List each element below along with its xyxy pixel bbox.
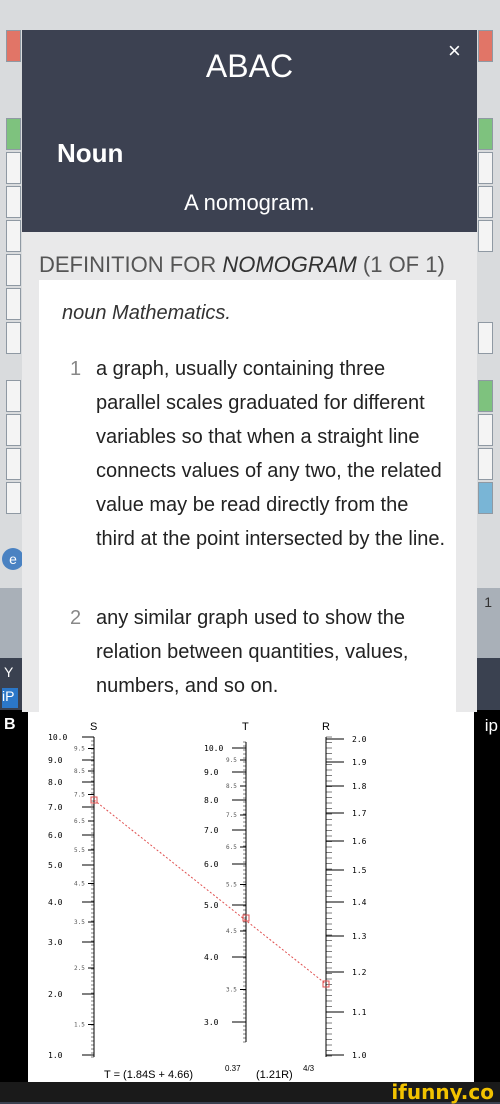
definition-category: noun Mathematics.: [62, 302, 231, 324]
scale-s-tick-label: 10.0: [48, 733, 68, 742]
definition-word: NOMOGRAM: [222, 252, 357, 277]
board-tile: [478, 380, 493, 412]
scale-s-tick-label: 3.0: [48, 938, 63, 947]
board-tile: [6, 220, 21, 252]
player-badge: e: [2, 548, 24, 570]
board-tile: [6, 152, 21, 184]
sense-text: a graph, usually containing three parallel scales graduated for different variables so that when a straight line connects values of any two, the related value may be read directly from the third at the point intersected by the line.: [96, 358, 446, 550]
board-tile: [478, 482, 493, 514]
close-button[interactable]: ×: [448, 38, 461, 63]
scale-r-tick-label: 1.1: [352, 1008, 367, 1017]
scale-s-tick-label: 4.0: [48, 898, 63, 907]
scale-t-minor-label: 9.5: [226, 757, 237, 764]
scale-t-minor-label: 8.5: [226, 783, 237, 790]
bottom-text: ip: [484, 716, 498, 735]
board-tile: [478, 322, 493, 354]
formula-exponent: 0.37: [225, 1064, 241, 1073]
sense-number: 2: [70, 607, 82, 629]
part-of-speech: Noun: [57, 138, 124, 168]
board-tile: [6, 482, 21, 514]
scale-t-minor-label: 3.5: [226, 986, 237, 994]
scale-s-minor-label: 8.5: [74, 768, 85, 775]
nomogram-graph: [28, 712, 474, 1082]
board-tile: [478, 414, 493, 446]
formula-exponent: 4/3: [303, 1064, 315, 1073]
short-definition: A nomogram.: [184, 190, 315, 215]
scale-s-minor-label: 7.5: [74, 791, 85, 799]
scale-t-tick-label: 4.0: [204, 953, 219, 962]
scale-r-tick-label: 1.7: [352, 809, 367, 818]
scale-t-tick-label: 8.0: [204, 796, 219, 805]
definition-header: DEFINITION FOR NOMOGRAM (1 OF 1): [39, 252, 445, 277]
board-tile: [6, 254, 21, 286]
board-tile: [6, 448, 21, 480]
scale-r-tick-label: 2.0: [352, 735, 367, 744]
scale-t-tick-label: 7.0: [204, 826, 219, 835]
board-tile: [478, 118, 493, 150]
scale-r-tick-label: 1.3: [352, 932, 367, 941]
scale-r-tick-label: 1.6: [352, 837, 367, 846]
scale-t-minor-label: 6.5: [226, 844, 237, 851]
scale-t-minor-label: 4.5: [226, 928, 237, 935]
bottom-text: iP: [2, 688, 18, 708]
scale-s-minor-label: 1.5: [74, 1021, 85, 1029]
scale-t-minor-label: 7.5: [226, 812, 237, 819]
board-tile: [6, 322, 21, 354]
scale-t-tick-label: 9.0: [204, 768, 219, 777]
modal-title: ABAC: [205, 48, 294, 84]
board-tile: [6, 30, 21, 62]
scale-s-minor-label: 4.5: [74, 880, 85, 888]
board-tile: [6, 288, 21, 320]
scale-t-tick-label: 6.0: [204, 860, 219, 869]
board-tile: [478, 186, 493, 218]
scale-r-tick-label: 1.2: [352, 968, 367, 977]
formula-text: T = (1.84S + 4.66): [104, 1069, 194, 1081]
scale-s-tick-label: 6.0: [48, 831, 63, 840]
board-tile: [6, 380, 21, 412]
scale-t-label: T: [242, 721, 249, 733]
formula-text: (1.21R): [256, 1069, 293, 1081]
scale-s-tick-label: 5.0: [48, 861, 63, 870]
scale-s-tick-label: 1.0: [48, 1051, 63, 1060]
sense-text: any similar graph used to show the relation between quantities, values, numbers, and so on.: [96, 607, 409, 697]
scale-t-tick-label: 10.0: [204, 744, 224, 753]
scale-r-label: R: [322, 721, 330, 733]
scale-r-tick-label: 1.4: [352, 898, 367, 907]
watermark: ifunny.co: [391, 1080, 494, 1104]
bottom-text: Y: [4, 664, 14, 680]
scale-s-label: S: [90, 721, 98, 733]
board-tile: [6, 414, 21, 446]
scale-t-tick-label: 3.0: [204, 1018, 219, 1027]
scale-t-tick-label: 5.0: [204, 901, 219, 910]
scale-r-tick-label: 1.0: [352, 1051, 367, 1060]
scale-s-minor-label: 9.5: [74, 745, 85, 753]
board-tile: [6, 186, 21, 218]
scale-r-tick-label: 1.8: [352, 782, 367, 791]
scale-r-tick-label: 1.9: [352, 758, 367, 767]
scale-s-minor-label: 5.5: [74, 847, 85, 854]
rack-count: 1: [484, 594, 492, 610]
scale-s-minor-label: 2.5: [74, 965, 85, 972]
bottom-text: B: [4, 716, 16, 733]
board-tile: [478, 448, 493, 480]
board-tile: [478, 220, 493, 252]
scale-s-tick-label: 7.0: [48, 803, 63, 812]
board-tile: [478, 152, 493, 184]
board-tile: [6, 118, 21, 150]
scale-s-tick-label: 9.0: [48, 756, 63, 765]
scale-t-minor-label: 5.5: [226, 881, 237, 889]
board-tile: [478, 30, 493, 62]
scale-s-tick-label: 2.0: [48, 990, 63, 999]
scale-s-minor-label: 6.5: [74, 818, 85, 825]
scale-s-minor-label: 3.5: [74, 919, 85, 926]
scale-r-tick-label: 1.5: [352, 866, 367, 875]
sense-number: 1: [70, 358, 82, 380]
nomogram-image: [28, 712, 474, 1082]
scale-s-tick-label: 8.0: [48, 778, 63, 787]
